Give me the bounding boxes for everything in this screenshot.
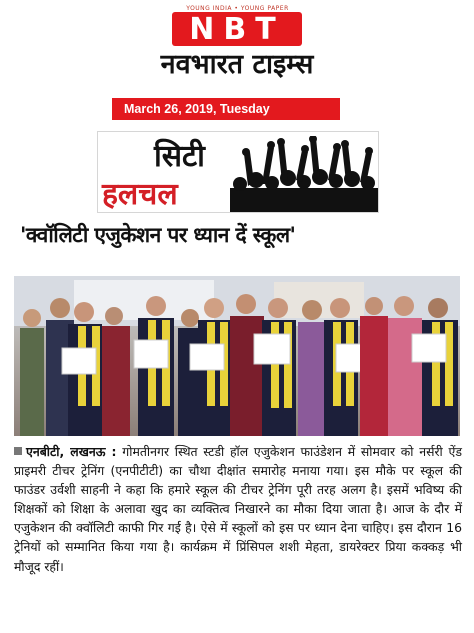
article-dateline: एनबीटी, लखनऊ : (26, 444, 117, 459)
crowd-silhouette-icon (230, 136, 379, 213)
article-text: गोमतीनगर स्थित स्टडी हॉल एजुकेशन फाउंडेशन में सोमवार को नर्सरी ऐंड प्राइमरी टीचर ट्रेनिंग (एनपीटीटी) का चौथा दीक्षांत समारोह मनाया गया। इस मौके पर स्कूल की फाउंडर उर्वशी साहनी ने कहा कि हमारे स्कूल की टीचर ट्रेनिंग पूरी तरह अलग है। इसमें भविष्य की शिक्षकों को शिक्षा के अलावा खुद का व्यक्तित्व निखारने का मौका दिया जाता है। आज के दौर में एजुकेशन की क्वॉलिटी काफी गिर गई है। ऐसे में स्कूलों को इस पर ध्यान देना चाहिए। इस दौरान 16 ट्रेनियों को सम्मानित किया गया है। कार्यक्रम में प्रिंसिपल शशी मेहता, डायरेक्टर प्रिया कक्कड़ भी मौजूद रहीं। (14, 444, 462, 574)
section-title-city: सिटी (154, 139, 205, 174)
section-title-halchal: हलचल (102, 177, 178, 212)
nbt-logo (172, 12, 302, 46)
masthead (0, 0, 474, 96)
bullet-icon (14, 447, 22, 455)
masthead-tagline: YOUNG INDIA • YOUNG PAPER (186, 5, 289, 12)
graduation-photo (14, 276, 460, 436)
graduates-illustration (14, 276, 460, 436)
newspaper-title: नवभारत टाइम्स (160, 49, 314, 80)
headline: 'क्वॉलिटी एजुकेशन पर ध्यान दें स्कूल' (20, 223, 296, 247)
nbt-logo-text: NBT (189, 11, 285, 47)
edition-date: March 26, 2019, Tuesday (112, 98, 340, 120)
article-body (14, 442, 462, 576)
section-banner (97, 131, 379, 213)
